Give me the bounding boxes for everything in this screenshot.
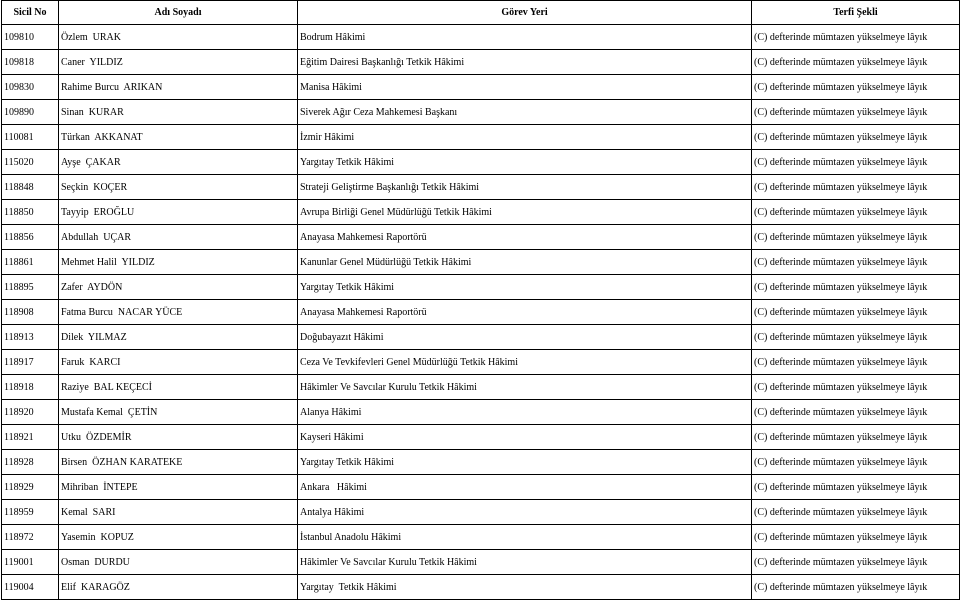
cell-adi-soyadi: Kemal SARI bbox=[59, 500, 298, 525]
header-adi-soyadi: Adı Soyadı bbox=[59, 1, 298, 25]
table-row bbox=[2, 225, 960, 250]
table-row bbox=[2, 325, 960, 350]
cell-gorev-yeri: Anayasa Mahkemesi Raportörü bbox=[298, 225, 752, 250]
table-row bbox=[2, 100, 960, 125]
cell-sicil-no: 109818 bbox=[2, 50, 59, 75]
cell-sicil-no: 118913 bbox=[2, 325, 59, 350]
cell-terfi-sekli: (C) defterinde mümtazen yükselmeye lâyık bbox=[752, 575, 960, 600]
cell-terfi-sekli: (C) defterinde mümtazen yükselmeye lâyık bbox=[752, 250, 960, 275]
cell-sicil-no: 119001 bbox=[2, 550, 59, 575]
cell-terfi-sekli: (C) defterinde mümtazen yükselmeye lâyık bbox=[752, 375, 960, 400]
table-row bbox=[2, 150, 960, 175]
cell-terfi-sekli: (C) defterinde mümtazen yükselmeye lâyık bbox=[752, 25, 960, 50]
table-header bbox=[2, 1, 960, 25]
cell-sicil-no: 119004 bbox=[2, 575, 59, 600]
cell-sicil-no: 118908 bbox=[2, 300, 59, 325]
cell-gorev-yeri: Yargıtay Tetkik Hâkimi bbox=[298, 150, 752, 175]
cell-sicil-no: 118972 bbox=[2, 525, 59, 550]
cell-terfi-sekli: (C) defterinde mümtazen yükselmeye lâyık bbox=[752, 500, 960, 525]
cell-sicil-no: 118917 bbox=[2, 350, 59, 375]
cell-adi-soyadi: Abdullah UÇAR bbox=[59, 225, 298, 250]
cell-terfi-sekli: (C) defterinde mümtazen yükselmeye lâyık bbox=[752, 75, 960, 100]
cell-gorev-yeri: Yargıtay Tetkik Hâkimi bbox=[298, 275, 752, 300]
cell-sicil-no: 118918 bbox=[2, 375, 59, 400]
cell-sicil-no: 118850 bbox=[2, 200, 59, 225]
cell-gorev-yeri: Kanunlar Genel Müdürlüğü Tetkik Hâkimi bbox=[298, 250, 752, 275]
cell-adi-soyadi: Elif KARAGÖZ bbox=[59, 575, 298, 600]
table-row bbox=[2, 400, 960, 425]
cell-sicil-no: 118928 bbox=[2, 450, 59, 475]
cell-sicil-no: 110081 bbox=[2, 125, 59, 150]
cell-gorev-yeri: İzmir Hâkimi bbox=[298, 125, 752, 150]
cell-adi-soyadi: Birsen ÖZHAN KARATEKE bbox=[59, 450, 298, 475]
cell-sicil-no: 118848 bbox=[2, 175, 59, 200]
cell-gorev-yeri: Ceza Ve Tevkifevleri Genel Müdürlüğü Tetkik Hâkimi bbox=[298, 350, 752, 375]
cell-gorev-yeri: Strateji Geliştirme Başkanlığı Tetkik Hâkimi bbox=[298, 175, 752, 200]
table-row bbox=[2, 250, 960, 275]
table-row bbox=[2, 75, 960, 100]
cell-terfi-sekli: (C) defterinde mümtazen yükselmeye lâyık bbox=[752, 225, 960, 250]
table-row bbox=[2, 300, 960, 325]
cell-adi-soyadi: Rahime Burcu ARIKAN bbox=[59, 75, 298, 100]
cell-adi-soyadi: Seçkin KOÇER bbox=[59, 175, 298, 200]
cell-terfi-sekli: (C) defterinde mümtazen yükselmeye lâyık bbox=[752, 400, 960, 425]
cell-adi-soyadi: Yasemin KOPUZ bbox=[59, 525, 298, 550]
cell-adi-soyadi: Fatma Burcu NACAR YÜCE bbox=[59, 300, 298, 325]
cell-adi-soyadi: Sinan KURAR bbox=[59, 100, 298, 125]
cell-sicil-no: 118895 bbox=[2, 275, 59, 300]
table-row bbox=[2, 200, 960, 225]
cell-terfi-sekli: (C) defterinde mümtazen yükselmeye lâyık bbox=[752, 550, 960, 575]
cell-adi-soyadi: Osman DURDU bbox=[59, 550, 298, 575]
cell-terfi-sekli: (C) defterinde mümtazen yükselmeye lâyık bbox=[752, 125, 960, 150]
cell-sicil-no: 118861 bbox=[2, 250, 59, 275]
cell-gorev-yeri: Doğubayazıt Hâkimi bbox=[298, 325, 752, 350]
cell-gorev-yeri: Eğitim Dairesi Başkanlığı Tetkik Hâkimi bbox=[298, 50, 752, 75]
table-row bbox=[2, 425, 960, 450]
cell-sicil-no: 109890 bbox=[2, 100, 59, 125]
cell-adi-soyadi: Caner YILDIZ bbox=[59, 50, 298, 75]
cell-sicil-no: 118959 bbox=[2, 500, 59, 525]
cell-adi-soyadi: Mihriban İNTEPE bbox=[59, 475, 298, 500]
promotion-table bbox=[1, 0, 960, 600]
table-body bbox=[2, 25, 960, 600]
header-row bbox=[2, 1, 960, 25]
cell-gorev-yeri: Hâkimler Ve Savcılar Kurulu Tetkik Hâkimi bbox=[298, 550, 752, 575]
cell-adi-soyadi: Utku ÖZDEMİR bbox=[59, 425, 298, 450]
cell-sicil-no: 118921 bbox=[2, 425, 59, 450]
header-gorev-yeri: Görev Yeri bbox=[298, 1, 752, 25]
cell-adi-soyadi: Zafer AYDÖN bbox=[59, 275, 298, 300]
cell-terfi-sekli: (C) defterinde mümtazen yükselmeye lâyık bbox=[752, 200, 960, 225]
cell-terfi-sekli: (C) defterinde mümtazen yükselmeye lâyık bbox=[752, 275, 960, 300]
cell-adi-soyadi: Ayşe ÇAKAR bbox=[59, 150, 298, 175]
cell-terfi-sekli: (C) defterinde mümtazen yükselmeye lâyık bbox=[752, 425, 960, 450]
table-row bbox=[2, 25, 960, 50]
table-row bbox=[2, 50, 960, 75]
cell-adi-soyadi: Mehmet Halil YILDIZ bbox=[59, 250, 298, 275]
table-row bbox=[2, 450, 960, 475]
cell-gorev-yeri: Avrupa Birliği Genel Müdürlüğü Tetkik Hâkimi bbox=[298, 200, 752, 225]
table-row bbox=[2, 575, 960, 600]
cell-gorev-yeri: İstanbul Anadolu Hâkimi bbox=[298, 525, 752, 550]
cell-terfi-sekli: (C) defterinde mümtazen yükselmeye lâyık bbox=[752, 300, 960, 325]
table-row bbox=[2, 375, 960, 400]
cell-gorev-yeri: Bodrum Hâkimi bbox=[298, 25, 752, 50]
cell-adi-soyadi: Faruk KARCI bbox=[59, 350, 298, 375]
cell-gorev-yeri: Yargıtay Tetkik Hâkimi bbox=[298, 575, 752, 600]
cell-adi-soyadi: Raziye BAL KEÇECİ bbox=[59, 375, 298, 400]
cell-gorev-yeri: Antalya Hâkimi bbox=[298, 500, 752, 525]
cell-adi-soyadi: Mustafa Kemal ÇETİN bbox=[59, 400, 298, 425]
cell-sicil-no: 109830 bbox=[2, 75, 59, 100]
cell-terfi-sekli: (C) defterinde mümtazen yükselmeye lâyık bbox=[752, 150, 960, 175]
cell-gorev-yeri: Alanya Hâkimi bbox=[298, 400, 752, 425]
cell-terfi-sekli: (C) defterinde mümtazen yükselmeye lâyık bbox=[752, 525, 960, 550]
cell-terfi-sekli: (C) defterinde mümtazen yükselmeye lâyık bbox=[752, 325, 960, 350]
table-row bbox=[2, 275, 960, 300]
cell-adi-soyadi: Türkan AKKANAT bbox=[59, 125, 298, 150]
cell-terfi-sekli: (C) defterinde mümtazen yükselmeye lâyık bbox=[752, 50, 960, 75]
cell-terfi-sekli: (C) defterinde mümtazen yükselmeye lâyık bbox=[752, 175, 960, 200]
cell-sicil-no: 118929 bbox=[2, 475, 59, 500]
table-row bbox=[2, 350, 960, 375]
cell-gorev-yeri: Anayasa Mahkemesi Raportörü bbox=[298, 300, 752, 325]
cell-terfi-sekli: (C) defterinde mümtazen yükselmeye lâyık bbox=[752, 450, 960, 475]
cell-gorev-yeri: Yargıtay Tetkik Hâkimi bbox=[298, 450, 752, 475]
header-sicil-no: Sicil No bbox=[2, 1, 59, 25]
cell-gorev-yeri: Siverek Ağır Ceza Mahkemesi Başkanı bbox=[298, 100, 752, 125]
table-row bbox=[2, 550, 960, 575]
cell-gorev-yeri: Manisa Hâkimi bbox=[298, 75, 752, 100]
cell-sicil-no: 118920 bbox=[2, 400, 59, 425]
table-row bbox=[2, 125, 960, 150]
cell-gorev-yeri: Ankara Hâkimi bbox=[298, 475, 752, 500]
table-row bbox=[2, 525, 960, 550]
table-row bbox=[2, 175, 960, 200]
cell-adi-soyadi: Tayyip EROĞLU bbox=[59, 200, 298, 225]
cell-gorev-yeri: Kayseri Hâkimi bbox=[298, 425, 752, 450]
table-row bbox=[2, 500, 960, 525]
cell-terfi-sekli: (C) defterinde mümtazen yükselmeye lâyık bbox=[752, 100, 960, 125]
table-row bbox=[2, 475, 960, 500]
cell-sicil-no: 109810 bbox=[2, 25, 59, 50]
cell-adi-soyadi: Dilek YILMAZ bbox=[59, 325, 298, 350]
header-terfi-sekli: Terfi Şekli bbox=[752, 1, 960, 25]
cell-sicil-no: 115020 bbox=[2, 150, 59, 175]
cell-gorev-yeri: Hâkimler Ve Savcılar Kurulu Tetkik Hâkimi bbox=[298, 375, 752, 400]
cell-terfi-sekli: (C) defterinde mümtazen yükselmeye lâyık bbox=[752, 350, 960, 375]
cell-sicil-no: 118856 bbox=[2, 225, 59, 250]
cell-terfi-sekli: (C) defterinde mümtazen yükselmeye lâyık bbox=[752, 475, 960, 500]
cell-adi-soyadi: Özlem URAK bbox=[59, 25, 298, 50]
